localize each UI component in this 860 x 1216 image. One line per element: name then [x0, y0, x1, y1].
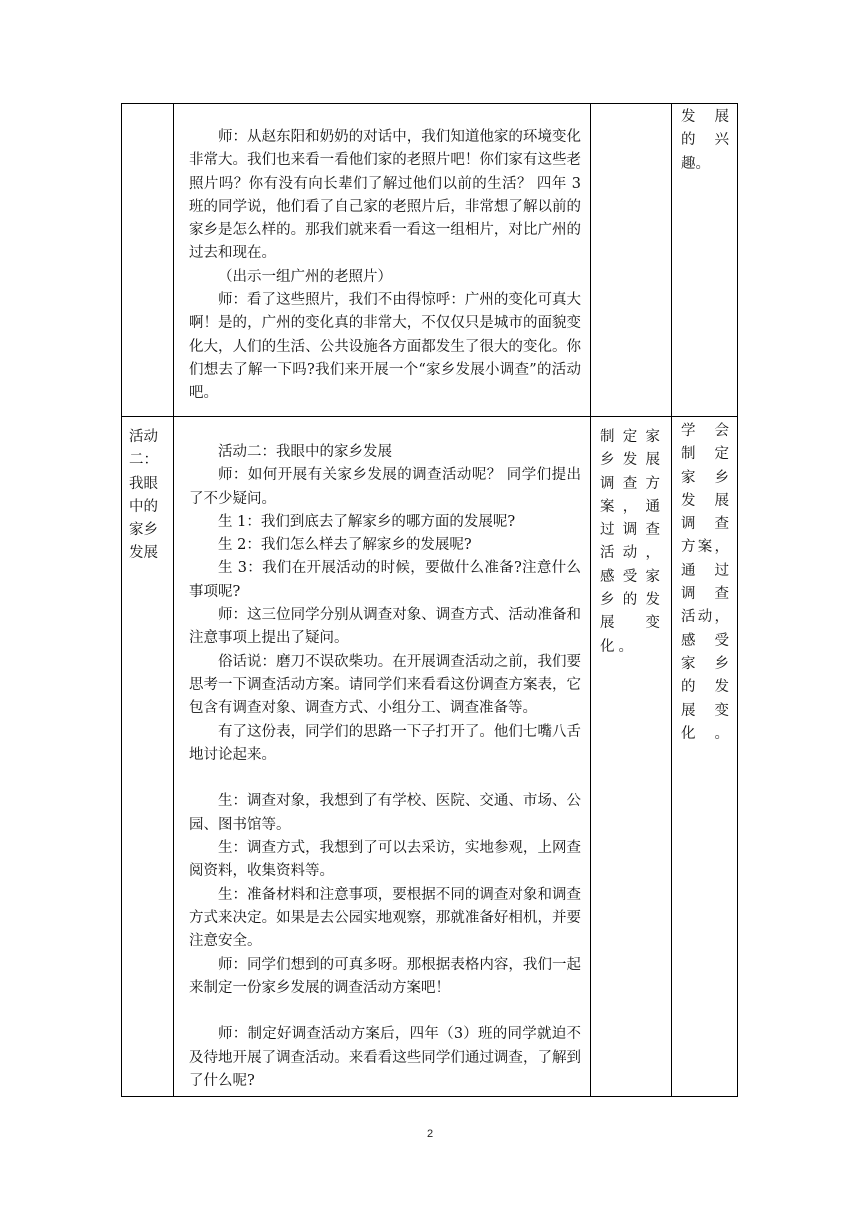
- text-line: 展 变: [681, 702, 729, 719]
- paragraph: 生 2：我们怎么样去了解家乡的发展呢?: [218, 537, 472, 554]
- paragraph: 师：这三位同学分别从调查对象、调查方式、活动准备和注意事项上提出了疑问。: [189, 607, 581, 647]
- row-divider: [121, 416, 738, 417]
- paragraph: 生：调查方式，我想到了可以去采访，实地参观，上网查阅资料，收集资料等。: [189, 840, 581, 880]
- column-divider: [590, 103, 591, 1097]
- text-line: 家 乡: [681, 655, 729, 672]
- text-line: 趣。: [681, 155, 710, 172]
- text-line: 发 展: [681, 492, 729, 509]
- text-line: 通 过: [681, 562, 729, 579]
- row2-process-cell: [189, 441, 581, 1093]
- text-line: 学 会: [681, 423, 729, 439]
- table-left-border: [121, 103, 122, 1097]
- text-line: 的 兴: [681, 132, 729, 149]
- text-line: 方案，: [681, 539, 729, 556]
- row2-activity-cell: 活动二：我眼中的家乡发展: [129, 429, 158, 562]
- text-line: 家 乡: [681, 469, 729, 486]
- row2-goal-cell: [681, 420, 729, 746]
- paragraph: 生：准备材料和注意事项，要根据不同的调查对象和调查方式来决定。如果是去公园实地观察，那就准备好相机，并要注意安全。: [189, 886, 581, 950]
- paragraph: 活动二：我眼中的家乡发展: [218, 444, 392, 460]
- text-line: 调 查: [681, 516, 729, 533]
- text-line: 调 查: [681, 586, 729, 603]
- blank-line: [189, 1000, 581, 1023]
- text-line: 的 发: [681, 679, 729, 696]
- paragraph: 生：调查对象，我想到了有学校、医院、交通、市场、公园、图书馆等。: [189, 793, 581, 833]
- column-divider: [671, 103, 672, 1097]
- paragraph: 生 3：我们在开展活动的时候，要做什么准备?注意什么事项呢?: [189, 560, 581, 600]
- table-right-border: [737, 103, 738, 1097]
- paragraph: 师：看了这些照片，我们不由得惊呼：广州的变化可真大啊！是的，广州的变化真的非常大，不仅仅只是城市的面貌变化大，人们的生活、公共设施各方面都发生了很大的变化。你们想去了解一下吗?我们来开展一个“家乡发展小调查”的活动吧。: [189, 292, 581, 402]
- text-line: 活动，: [681, 609, 729, 626]
- paragraph: 师：同学们想到的可真多呀。那根据表格内容，我们一起来制定一份家乡发展的调查活动方案吧！: [189, 956, 581, 996]
- paragraph: （出示一组广州的老照片）: [218, 268, 392, 285]
- paragraph: 师：如何开展有关家乡发展的调查活动呢？ 同学们提出了不少疑问。: [189, 467, 581, 507]
- row2-intent-cell: 制定家乡发展调查方案，通过调查活动，感受家乡的发展变化。: [600, 429, 664, 655]
- text-line: 感 受: [681, 632, 729, 649]
- paragraph: 师：从赵东阳和奶奶的对话中，我们知道他家的环境变化非常大。我们也来看一看他们家的老照片吧！你们家有这些老照片吗？你有没有向长辈们了解过他们以前的生活？ 四年 3 班的同学说，他们看了自己家的老照片后，非常想了解以前的家乡是怎么样的。那我们就来看一看这一组相片，对比广州的过去和现在。: [189, 129, 581, 262]
- blank-line: [189, 767, 581, 790]
- table-bottom-border: [121, 1096, 738, 1097]
- paragraph: 师：制定好调查活动方案后，四年（3）班的同学就迫不及待地开展了调查活动。来看看这些同学们通过调查，了解到了什么呢?: [189, 1026, 581, 1090]
- text-line: 化 。: [681, 725, 729, 742]
- paragraph: 生 1：我们到底去了解家乡的哪方面的发展呢?: [218, 513, 516, 530]
- row1-goal-cell: [681, 106, 729, 176]
- column-divider: [173, 103, 174, 1097]
- row1-process-cell: [189, 126, 581, 406]
- page-number: 2: [426, 1128, 434, 1140]
- paragraph: 俗话说：磨刀不误砍柴功。在开展调查活动之前，我们要思考一下调查活动方案。请同学们来看看这份调查方案表，它包含有调查对象、调查方式、小组分工、调查准备等。: [189, 653, 581, 717]
- text-line: 制 定: [681, 446, 729, 463]
- lesson-plan-table: [121, 103, 738, 1097]
- text-line: 发 展: [681, 109, 729, 125]
- table-top-border: [121, 103, 738, 104]
- paragraph: 有了这份表，同学们的思路一下子打开了。他们七嘴八舌地讨论起来。: [189, 723, 581, 763]
